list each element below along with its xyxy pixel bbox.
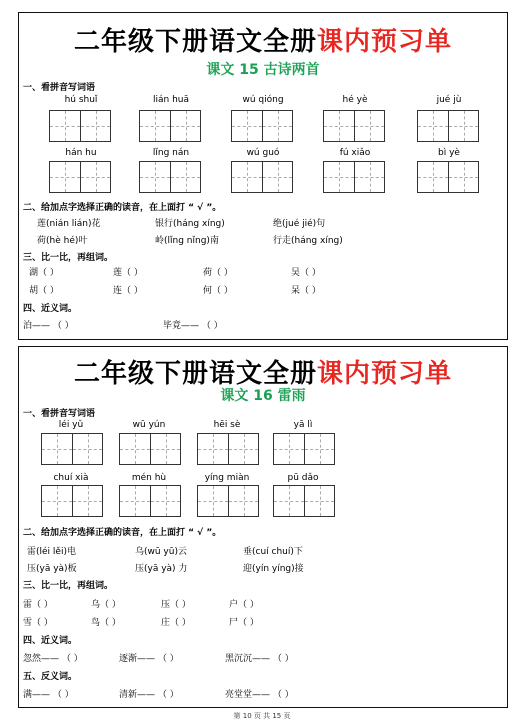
- pinyin-label: wú guó: [246, 148, 280, 158]
- pinyin-label: bì yè: [438, 148, 460, 158]
- word-group-blank[interactable]: 雷（ ）: [23, 600, 53, 610]
- writing-grid[interactable]: [323, 110, 385, 142]
- writing-grid[interactable]: [49, 110, 111, 142]
- reading-choice[interactable]: 雷(léi lěi)电: [27, 547, 76, 557]
- word-group-blank[interactable]: 鸟（ ）: [91, 618, 121, 628]
- word-group-blank[interactable]: 胡（ ）: [29, 286, 59, 296]
- reading-choice[interactable]: 银行(háng xíng): [155, 219, 225, 229]
- writing-grid[interactable]: [197, 485, 259, 517]
- worksheet-card-lesson-16: [18, 346, 508, 708]
- synonym-blank[interactable]: 毕竟—— （ ）: [163, 321, 223, 331]
- pinyin-label: jué jù: [436, 95, 462, 105]
- writing-grid[interactable]: [323, 161, 385, 193]
- reading-choice[interactable]: 压(yā yà) 力: [135, 564, 188, 574]
- worksheet-title: 二年级下册语文全册课内预习单: [73, 359, 453, 389]
- antonym-blank[interactable]: 亮堂堂—— （ ）: [225, 690, 294, 700]
- word-group-blank[interactable]: 乌（ ）: [91, 600, 121, 610]
- section-heading: 一、看拼音写词语: [23, 83, 96, 93]
- writing-grid[interactable]: [119, 433, 181, 465]
- reading-choice[interactable]: 荷(hè hé)叶: [37, 236, 88, 246]
- word-group-blank[interactable]: 尸（ ）: [229, 618, 259, 628]
- section-heading: 四、近义词。: [23, 636, 78, 646]
- section-heading: 二、给加点字选择正确的读音，在上面打 “ √ ”。: [23, 528, 222, 538]
- worksheet-title: 二年级下册语文全册课内预习单: [73, 27, 453, 57]
- writing-grid[interactable]: [41, 485, 103, 517]
- word-group-blank[interactable]: 吴（ ）: [291, 268, 321, 278]
- pinyin-label: yíng miàn: [204, 473, 250, 483]
- worksheet-card-lesson-15: [18, 12, 508, 340]
- reading-choice[interactable]: 行走(háng xíng): [273, 236, 343, 246]
- writing-grid[interactable]: [417, 161, 479, 193]
- synonym-blank[interactable]: 泊—— （ ）: [23, 321, 74, 331]
- pinyin-label: fú xiǎo: [339, 148, 371, 158]
- lesson-subtitle: 课文 16 雷雨: [220, 388, 306, 404]
- writing-grid[interactable]: [197, 433, 259, 465]
- pinyin-label: hēi sè: [213, 420, 241, 430]
- word-group-blank[interactable]: 户（ ）: [229, 600, 259, 610]
- writing-grid[interactable]: [273, 485, 335, 517]
- pinyin-label: mén hù: [131, 473, 167, 483]
- pinyin-label: chuí xià: [53, 473, 89, 483]
- page-footer: 第 10 页 共 15 页: [233, 712, 291, 720]
- writing-grid[interactable]: [417, 110, 479, 142]
- writing-grid[interactable]: [231, 161, 293, 193]
- section-heading: 五、反义词。: [23, 672, 78, 682]
- reading-choice[interactable]: 迎(yín yíng)接: [243, 564, 304, 574]
- word-group-blank[interactable]: 莲（ ）: [113, 268, 143, 278]
- word-group-blank[interactable]: 何（ ）: [203, 286, 233, 296]
- pinyin-label: léi yǔ: [58, 420, 84, 430]
- synonym-blank[interactable]: 逐渐—— （ ）: [119, 654, 179, 664]
- writing-grid[interactable]: [119, 485, 181, 517]
- writing-grid[interactable]: [41, 433, 103, 465]
- pinyin-label: wú qióng: [242, 95, 284, 105]
- section-heading: 三、比一比，再组词。: [23, 253, 114, 263]
- word-group-blank[interactable]: 呆（ ）: [291, 286, 321, 296]
- reading-choice[interactable]: 垂(cuí chuí)下: [243, 547, 303, 557]
- section-heading: 二、给加点字选择正确的读音，在上面打 “ √ ”。: [23, 203, 222, 213]
- word-group-blank[interactable]: 湖（ ）: [29, 268, 59, 278]
- writing-grid[interactable]: [139, 161, 201, 193]
- pinyin-label: yā lì: [293, 420, 313, 430]
- lesson-subtitle: 课文 15 古诗两首: [206, 62, 320, 78]
- writing-grid[interactable]: [231, 110, 293, 142]
- reading-choice[interactable]: 绝(jué jié)句: [273, 219, 326, 229]
- pinyin-label: hé yè: [342, 95, 368, 105]
- reading-choice[interactable]: 岭(lǐng nǐng)南: [155, 236, 219, 246]
- pinyin-label: lián huā: [152, 95, 189, 105]
- word-group-blank[interactable]: 荷（ ）: [203, 268, 233, 278]
- section-heading: 一、看拼音写词语: [23, 409, 96, 419]
- word-group-blank[interactable]: 连（ ）: [113, 286, 143, 296]
- word-group-blank[interactable]: 压（ ）: [161, 600, 191, 610]
- writing-grid[interactable]: [49, 161, 111, 193]
- section-heading: 四、近义词。: [23, 304, 78, 314]
- reading-choice[interactable]: 乌(wū yū)云: [135, 547, 187, 557]
- pinyin-label: lǐng nán: [152, 148, 190, 158]
- antonym-blank[interactable]: 满—— （ ）: [23, 690, 74, 700]
- word-group-blank[interactable]: 庄（ ）: [161, 618, 191, 628]
- writing-grid[interactable]: [139, 110, 201, 142]
- pinyin-label: hú shuǐ: [64, 95, 98, 105]
- pinyin-label: wū yún: [132, 420, 166, 430]
- reading-choice[interactable]: 莲(nián lián)花: [37, 219, 101, 229]
- section-heading: 三、比一比，再组词。: [23, 581, 114, 591]
- synonym-blank[interactable]: 黑沉沉—— （ ）: [225, 654, 294, 664]
- synonym-blank[interactable]: 忽然—— （ ）: [23, 654, 83, 664]
- antonym-blank[interactable]: 清新—— （ ）: [119, 690, 179, 700]
- writing-grid[interactable]: [273, 433, 335, 465]
- pinyin-label: hán hu: [65, 148, 97, 158]
- word-group-blank[interactable]: 雪（ ）: [23, 618, 53, 628]
- reading-choice[interactable]: 压(yā yà)板: [27, 564, 77, 574]
- pinyin-label: pū dǎo: [287, 473, 319, 483]
